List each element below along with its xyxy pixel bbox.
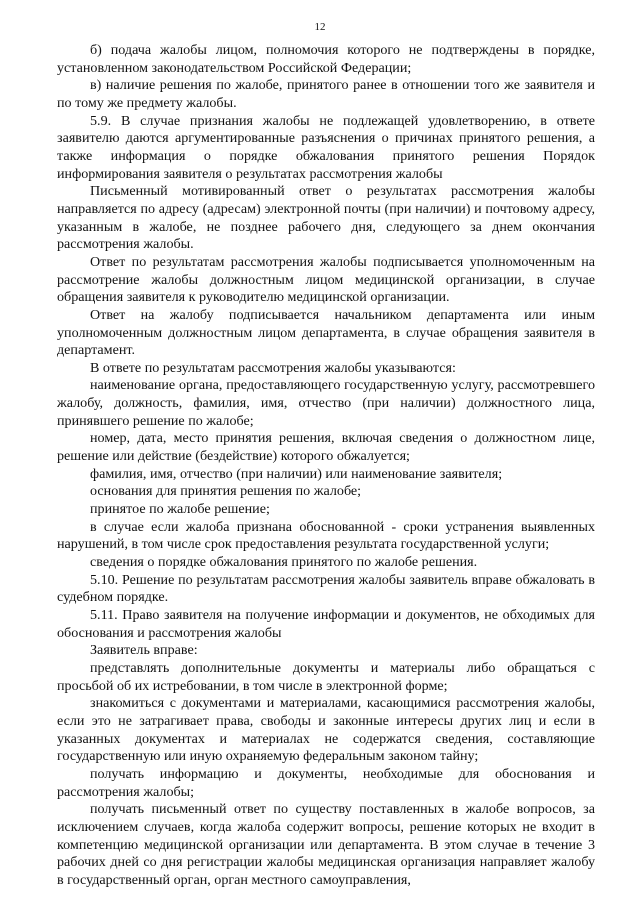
paragraph: 5.10. Решение по результатам рассмотрения жалобы заявитель вправе обжаловать в судебном порядке. xyxy=(57,571,595,606)
paragraph: Ответ по результатам рассмотрения жалобы подписывается уполномоченным на рассмотрение жалобы должностным лицом медицинской организации, в случае обращения заявителя к руководителю медицинской организации. xyxy=(57,253,595,306)
paragraph: наименование органа, предоставляющего государственную услугу, рассмотревшего жалобу, должность, фамилия, имя, отчество (при наличии) должностного лица, принявшего решение по жалобе; xyxy=(57,377,595,429)
paragraph: В ответе по результатам рассмотрения жалобы указываются: xyxy=(90,359,456,376)
paragraph: в случае если жалоба признана обоснованной - сроки устранения выявленных нарушений, в том числе срок предоставления результата государственной услуги; xyxy=(57,518,595,553)
paragraph: Заявитель вправе: xyxy=(90,642,198,659)
paragraph: знакомиться с документами и материалами, касающимися рассмотрения жалобы, если это не затрагивает права, свободы и законные интересы других лиц и если в указанных документах и материалах не содержатся сведения, составляющие государственную или иную охраняемую федеральным законом тайну; xyxy=(57,695,595,765)
paragraph: сведения о порядке обжалования принятого по жалобе решения. xyxy=(90,554,478,571)
paragraph: принятое по жалобе решение; xyxy=(90,501,270,518)
document-body xyxy=(57,42,595,890)
paragraph: представлять дополнительные документы и материалы либо обращаться с просьбой об их истребовании, в том числе в электронной форме; xyxy=(57,659,595,694)
paragraph: фамилия, имя, отчество (при наличии) или наименование заявителя; xyxy=(90,465,503,482)
paragraph: 5.11. Право заявителя на получение информации и документов, не обходимых для обоснования и рассмотрения жалобы xyxy=(57,607,595,641)
paragraph: Письменный мотивированный ответ о результатах рассмотрения жалобы направляется по адресу (адресам) электронной почты (при наличии) и почтовому адресу, указанным в жалобе, не позднее рабочего дня, следующего за днем окончания рассмотрения жалобы. xyxy=(57,183,595,253)
paragraph: Ответ на жалобу подписывается начальником департамента или иным уполномоченным должностным лицом департамента, в случае обращения заявителя в департамент. xyxy=(57,306,595,359)
page-number: 12 xyxy=(314,21,326,33)
paragraph: получать письменный ответ по существу поставленных в жалобе вопросов, за исключением случаев, когда жалоба содержит вопросы, решение которых не входит в компетенцию медицинской организации или департамента. В этом случае в течение 3 рабочих дней со дня регистрации жалобы медицинская организация направляет жалобу в государственный орган, орган местного самоуправления, xyxy=(57,801,595,888)
paragraph: основания для принятия решения по жалобе; xyxy=(90,483,362,500)
paragraph: б) подача жалобы лицом, полномочия которого не подтверждены в порядке, установленном законодательством Российской Федерации; xyxy=(57,42,595,76)
paragraph: в) наличие решения по жалобе, принятого ранее в отношении того же заявителя и по тому же предмету жалобы. xyxy=(57,77,595,111)
paragraph: получать информацию и документы, необходимые для обоснования и рассмотрения жалобы; xyxy=(57,765,595,800)
paragraph: 5.9. В случае признания жалобы не подлежащей удовлетворению, в ответе заявителю даются аргументированные разъяснения о причинах принятого решения, а также информация о порядке обжалования принятого решения Порядок информирования заявителя о результатах рассмотрения жалобы xyxy=(57,112,595,182)
paragraph: номер, дата, место принятия решения, включая сведения о должностном лице, решение или действие (бездействие) которого обжалуется; xyxy=(57,430,595,465)
